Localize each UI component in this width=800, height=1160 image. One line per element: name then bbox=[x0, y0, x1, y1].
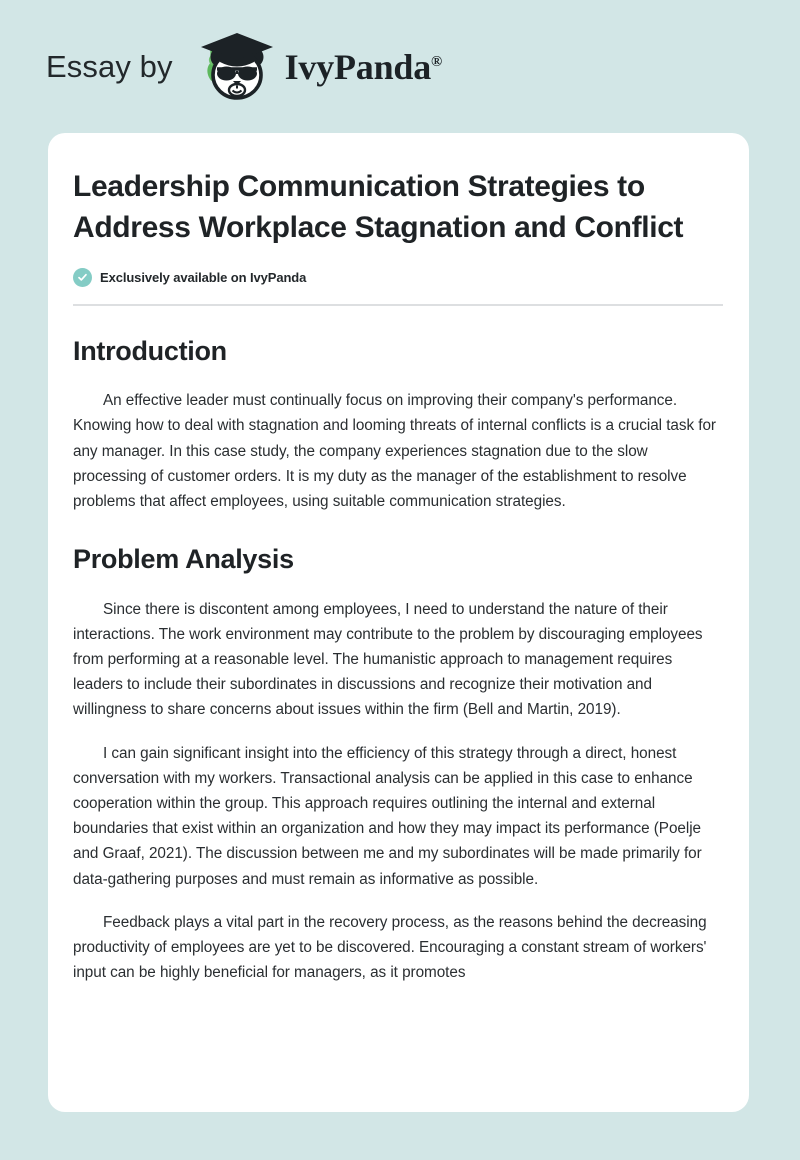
brand-lockup[interactable] bbox=[46, 31, 442, 103]
paragraph: An effective leader must continually focus on improving their company's performance. Knowing how to deal with stagnation and looming threats of internal conflicts is a crucial task for any manager. In this case study, the company experiences stagnation due to the slow processing of customer orders. It is my duty as the manager of the establishment to resolve problems that affect employees, using suitable communication strategies. bbox=[73, 392, 716, 510]
section-heading-problem-analysis: Problem Analysis bbox=[73, 544, 294, 575]
panda-graduate-icon bbox=[187, 31, 279, 103]
essay-by-label: Essay by bbox=[46, 49, 173, 84]
paragraph: Since there is discontent among employees, I need to understand the nature of their interactions. The work environment may contribute to the problem by discouraging employees from performing at a reasonable level. The humanistic approach to management requires leaders to include their subordinates in discussions and recognize their motivation and willingness to share concerns about issues within the firm (Bell and Martin, 2019). bbox=[73, 600, 703, 719]
page-title: Leadership Communication Strategies to Address Workplace Stagnation and Conflict bbox=[73, 170, 684, 245]
paragraph: Feedback plays a vital part in the recovery process, as the reasons behind the decreasing productivity of employees are yet to be discovered. Encouraging a constant stream of workers' input can be highly beneficial for managers, as it promotes bbox=[73, 913, 707, 982]
page-header bbox=[0, 0, 800, 133]
card-content bbox=[48, 133, 749, 985]
ivypanda-wordmark bbox=[284, 46, 443, 87]
exclusive-availability-label: Exclusively available on IvyPanda bbox=[100, 269, 307, 285]
section-heading-introduction: Introduction bbox=[73, 335, 227, 366]
registered-trademark-symbol: ® bbox=[431, 53, 443, 70]
ivypanda-logo[interactable] bbox=[187, 31, 442, 103]
exclusive-availability-badge bbox=[73, 268, 723, 287]
header-divider bbox=[73, 304, 723, 306]
brand-name-text: IvyPanda bbox=[284, 46, 432, 87]
paragraph: I can gain significant insight into the efficiency of this strategy through a direct, honest conversation with my workers. Transactional analysis can be applied in this case to enhance cooperation within the group. This approach requires outlining the internal and external boundaries that exist within an organization and how they may impact its performance (Poelje and Graaf, 2021). The discussion between me and my subordinates will be made primarily for data-gathering purposes and must remain as informative as possible. bbox=[73, 744, 702, 888]
check-circle-icon bbox=[73, 268, 92, 287]
essay-card bbox=[48, 133, 749, 1112]
